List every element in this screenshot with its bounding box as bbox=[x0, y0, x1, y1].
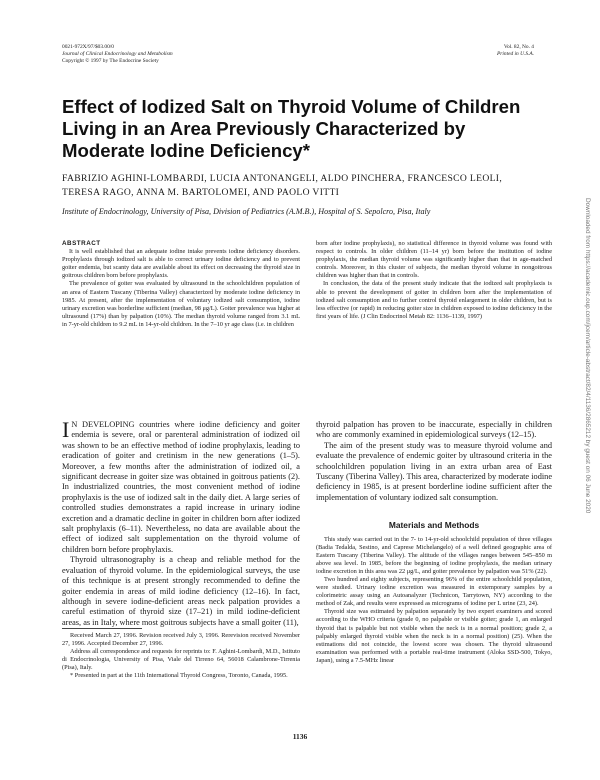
body-paragraph: Thyroid ultrasonography is a cheap and reliable method for the evaluation of thyroid volume. In the epidemiological surveys, the use of this technique is at present strongly recommended to define the goiter endemia in areas of mild iodine deficiency (12–16). In fact, although in severe iodine-deficient areas neck palpation provides a careful estimation of thyroid size (17–21) in mild iodine-deficient areas, as in Italy, where most goitrous subjects have a small goiter (11), bbox=[62, 555, 300, 627]
abstract-left-column bbox=[62, 240, 300, 329]
footnote-correspondence: Address all correspondence and requests for reprints to: F. Aghini-Lombardi, M.D., Istituto di Endocrinologia, University of Pisa, Viale del Tirreno 64, 56018 Calambrone-Tirrenia (Pisa), Italy. bbox=[62, 648, 300, 672]
intro-paragraph: N DEVELOPING countries where iodine deficiency and goiter endemia is severe, oral or parenteral administration of iodized oil was shown to be an effective method of iodine prophylaxis, leading to eradication of goiter and cretinism in the new generations (1–5). Moreover, a few months after the administration of iodized oil, a significant decrease in goiter size was obtained in goitrous patients (2). In industrialized countries, the most convenient method of iodine prophylaxis is the use of iodized salt in the daily diet. A large series of controlled studies demonstrates a rapid increase in urinary iodine excretion and a dramatic decline in goiter in children born after iodized salt prophylaxis (6–11). Nevertheless, no data are available about the effect of iodized salt supplementation on the thyroid volume of children born before prophylaxis. bbox=[62, 420, 300, 554]
footnote-divider bbox=[62, 628, 142, 629]
body-left-column bbox=[62, 417, 300, 628]
affiliation: Institute of Endocrinology, University of Pisa, Division of Pediatrics (A.M.B.), Hospital of S. Sepolcro, Pisa, Italy bbox=[62, 207, 431, 216]
methods-paragraph: Two hundred and eighty subjects, representing 96% of the entire schoolchild population, were studied. Urinary iodine excretion was measured in extemporary samples by a colorimetric assay using an Autoanalyzer (Technicon, Tarrytown, NY) according to the method of Zak, and results were expressed as micrograms of iodine per L urine (23, 24). bbox=[316, 576, 552, 608]
download-watermark: Downloaded from https://academic.oup.com/jcem/article-abstract/82/4/1136/2865212 by guest on 06 June 2020 bbox=[584, 198, 591, 514]
volume-line: Vol. 82, No. 4 bbox=[503, 44, 534, 50]
methods-paragraph: Thyroid size was estimated by palpation separately by two expert examiners and scored according to the WHO criteria (grade 0, no palpable or visible goiter; grade 1, an enlarged thyroid that is palpable but not visible when the neck is in a normal position; grade 2, a palpably enlarged thyroid visible when the neck is in a normal position) (25). When the estimations did not coincide, the lowest score was chosen. The thyroid ultrasound examination was performed with a portable real-time instrument (Aloka SSD-500, Tokyo, Japan), using a 7.5-MHz linear bbox=[316, 608, 552, 664]
copyright-line: Copyright © 1997 by The Endocrine Society bbox=[62, 58, 159, 64]
methods-text bbox=[316, 536, 552, 665]
author-list: FABRIZIO AGHINI-LOMBARDI, LUCIA ANTONANGELI, ALDO PINCHERA, FRANCESCO LEOLI, TERESA RAGO, ANNA M. BARTOLOMEI, AND PAOLO VITTI bbox=[62, 173, 503, 198]
abstract-paragraph: It is well established that an adequate iodine intake prevents iodine deficiency disorders. Prophylaxis through iodized salt is able to correct urinary iodine deficiency and to prevent goiter endemia, but scanty data are available about its effect on decreasing the thyroid size in goitrous children born before prophylaxis. bbox=[62, 248, 300, 280]
abstract-paragraph: The prevalence of goiter was evaluated by ultrasound in the schoolchildren population of an area of Eastern Tuscany (Tiberina Valley) characterized by moderate iodine deficiency in 1985. At present, after the implementation of voluntary iodized salt consumption, iodine urinary excretion was borderline sufficient (median, 98 μg/L). Goiter prevalence was higher at ultrasound (17%) than by palpation (10%). The median thyroid volume ranged from 3.1 mL in 7-yr-old children to 9.2 mL in 14-yr-old children. In the 7–10 yr age class (i.e. in children bbox=[62, 280, 300, 328]
abstract-heading: ABSTRACT bbox=[62, 240, 101, 247]
footnote-received: Received March 27, 1996. Revision received July 3, 1996. Rerevision received November 27, 1996. Accepted December 27, 1996. bbox=[62, 632, 300, 648]
issn-line: 0021-972X/97/$03.00/0 bbox=[62, 44, 114, 50]
abstract-paragraph: In conclusion, the data of the present study indicate that the iodized salt prophylaxis is able to prevent the development of goiter in children born after the implementation of iodized salt consumption and to further control thyroid enlargement in older children, but is less effective (or rapid) in reducing goiter size in children exposed to iodine deficiency in the first years of life. (J Clin Endocrinol Metab 82: 1136–1139, 1997) bbox=[316, 280, 552, 320]
footnotes bbox=[62, 632, 300, 681]
body-right-column bbox=[316, 420, 552, 503]
journal-header-left bbox=[62, 44, 173, 65]
drop-cap: I bbox=[62, 417, 70, 442]
journal-name-line: Journal of Clinical Endocrinology and Metabolism bbox=[62, 51, 173, 57]
printed-line: Printed in U.S.A. bbox=[497, 51, 534, 57]
body-paragraph: thyroid palpation has proven to be inaccurate, especially in children who are commonly examined in epidemiological surveys (12–15). bbox=[316, 420, 552, 440]
body-paragraph: The aim of the present study was to measure thyroid volume and evaluate the prevalence of endemic goiter by ultrasound criteria in the schoolchildren population living in an extra urban area of East Tuscany (Tiberina Valley). This area, characterized by moderate iodine deficiency in 1985, is at present borderline iodine sufficient after the implementation of voluntary iodized salt consumption. bbox=[316, 440, 552, 502]
paper-title: Effect of Iodized Salt on Thyroid Volume of Children Living in an Area Previously Characterized by Moderate Iodine Deficiency* bbox=[62, 96, 521, 161]
page-number: 1136 bbox=[292, 732, 308, 741]
abstract-paragraph: born after iodine prophylaxis), no statistical difference in thyroid volume was found with respect to controls. In older children (11–14 yr) born before the institution of iodine prophylaxis, the median thyroid volume was significantly higher than that in age-matched controls. Moreover, in this cluster of subjects, the median thyroid volume in nongoitrous children was higher than that in controls. bbox=[316, 240, 552, 280]
journal-header-right bbox=[497, 44, 534, 58]
footnote-presented: * Presented in part at the 11th International Thyroid Congress, Toronto, Canada, 1995. bbox=[70, 672, 288, 680]
section-heading-methods: Materials and Methods bbox=[388, 520, 480, 530]
methods-paragraph: This study was carried out in the 7- to 14-yr-old schoolchild population of three villages (Badia Tedalda, Sestino, and Caprese Michelangelo) of a well defined geographic area of Eastern Tuscany (Tiberina Valley). The altitude of the villages ranges between 545–850 m above sea level. In 1985, before the beginning of iodine prophylaxis, the median urinary iodine excretion in this area was 22 μg/L, and goiter prevalence by palpation was 51% (22). bbox=[316, 536, 552, 576]
abstract-right-column bbox=[316, 240, 552, 321]
